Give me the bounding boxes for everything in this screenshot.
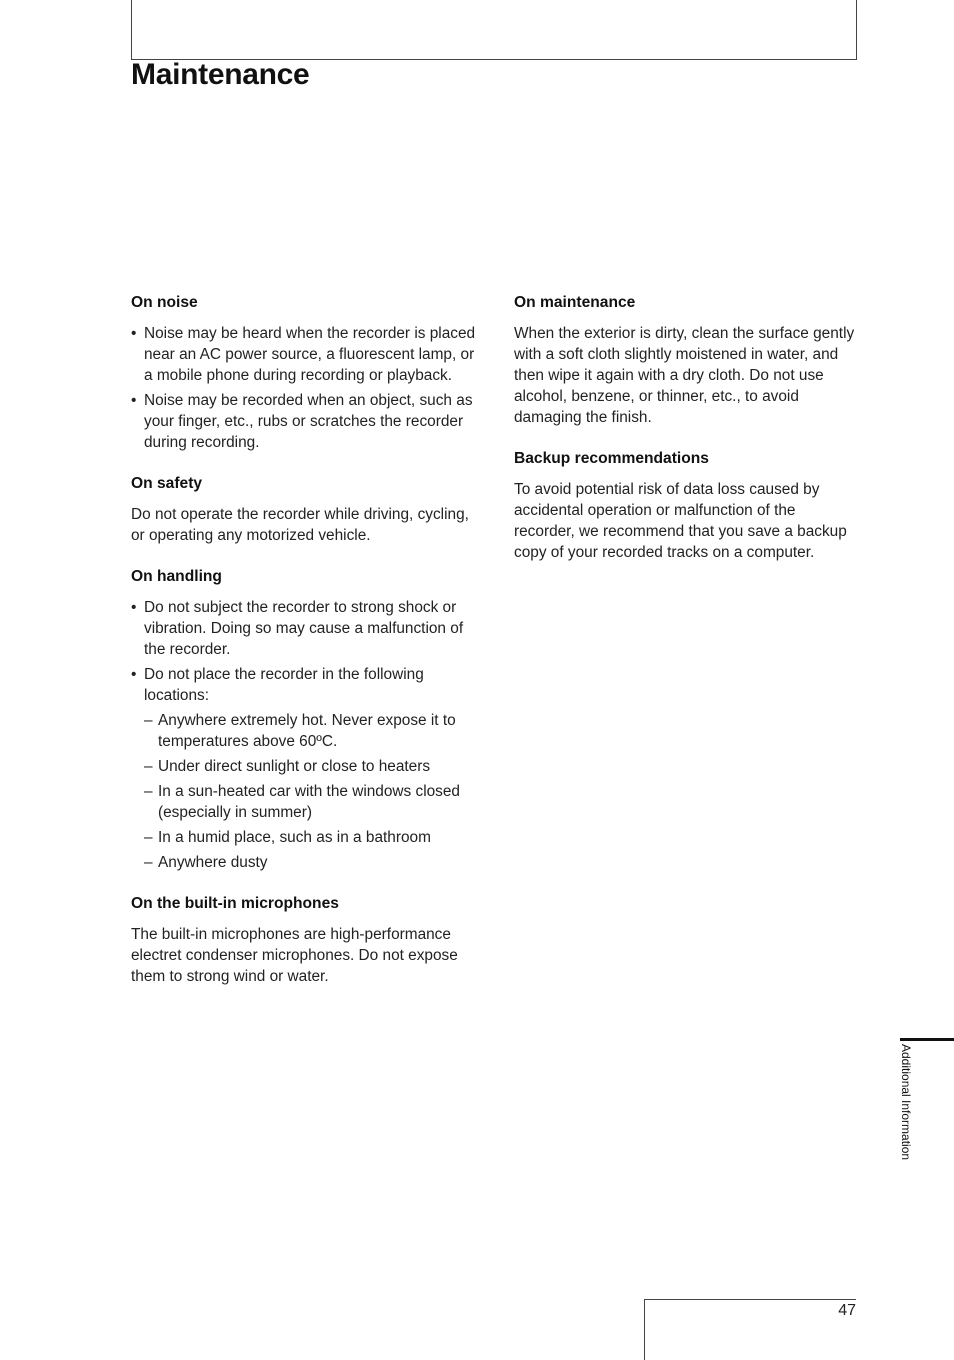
location-item: – Anywhere extremely hot. Never expose it to temperatures above 60ºC. (144, 710, 476, 752)
footer-frame (644, 1299, 856, 1360)
bullet-item-text: Do not place the recorder in the following locations: (144, 666, 424, 704)
section-heading: On safety (131, 475, 203, 492)
section-text: To avoid potential risk of data loss caused by accidental operation or malfunction of the recorder, we recommend that you save a backup copy of your recorded tracks on a computer. (514, 481, 847, 561)
section-heading: On maintenance (514, 294, 636, 311)
left-column (131, 292, 476, 1007)
section-on-handling (131, 566, 476, 873)
page-title: Maintenance (131, 58, 310, 91)
section-on-noise (131, 292, 476, 453)
side-tab-bar (900, 1038, 954, 1041)
section-text: The built-in microphones are high-performance electret condenser microphones. Do not expose them to strong wind or water. (131, 926, 458, 985)
bullet-item: • Noise may be heard when the recorder is placed near an AC power source, a fluorescent lamp, or a mobile phone during recording or playback. (131, 323, 476, 386)
section-text: Do not operate the recorder while driving, cycling, or operating any motorized vehicle. (131, 506, 469, 544)
right-column (514, 292, 860, 583)
section-heading: On noise (131, 294, 198, 311)
bullet-item-with-sublist (131, 664, 476, 873)
bullet-item: • Noise may be recorded when an object, such as your finger, etc., rubs or scratches the recorder during recording. (131, 390, 476, 453)
location-item: – Under direct sunlight or close to heaters (144, 756, 476, 777)
section-on-microphones (131, 893, 476, 987)
location-item: – In a humid place, such as in a bathroom (144, 827, 476, 848)
bullet-list (131, 323, 476, 453)
side-tab-label: Additional Information (899, 1044, 913, 1161)
section-backup-recommendations (514, 448, 860, 563)
bullet-item: • Do not subject the recorder to strong shock or vibration. Doing so may cause a malfunction of the recorder. (131, 597, 476, 660)
location-list (144, 710, 476, 873)
header-frame (131, 0, 857, 60)
location-item: – Anywhere dusty (144, 852, 476, 873)
bullet-list (131, 597, 476, 873)
section-heading: On handling (131, 568, 222, 585)
page-number: 47 (838, 1302, 856, 1319)
section-on-safety (131, 473, 476, 546)
section-text: When the exterior is dirty, clean the surface gently with a soft cloth slightly moistened in water, and then wipe it again with a dry cloth. Do not use alcohol, benzene, or thinner, etc., to avoid damaging the finish. (514, 325, 855, 426)
section-on-maintenance (514, 292, 860, 428)
location-item: – In a sun-heated car with the windows closed (especially in summer) (144, 781, 476, 823)
section-heading: On the built-in microphones (131, 895, 339, 912)
section-heading: Backup recommendations (514, 450, 709, 467)
